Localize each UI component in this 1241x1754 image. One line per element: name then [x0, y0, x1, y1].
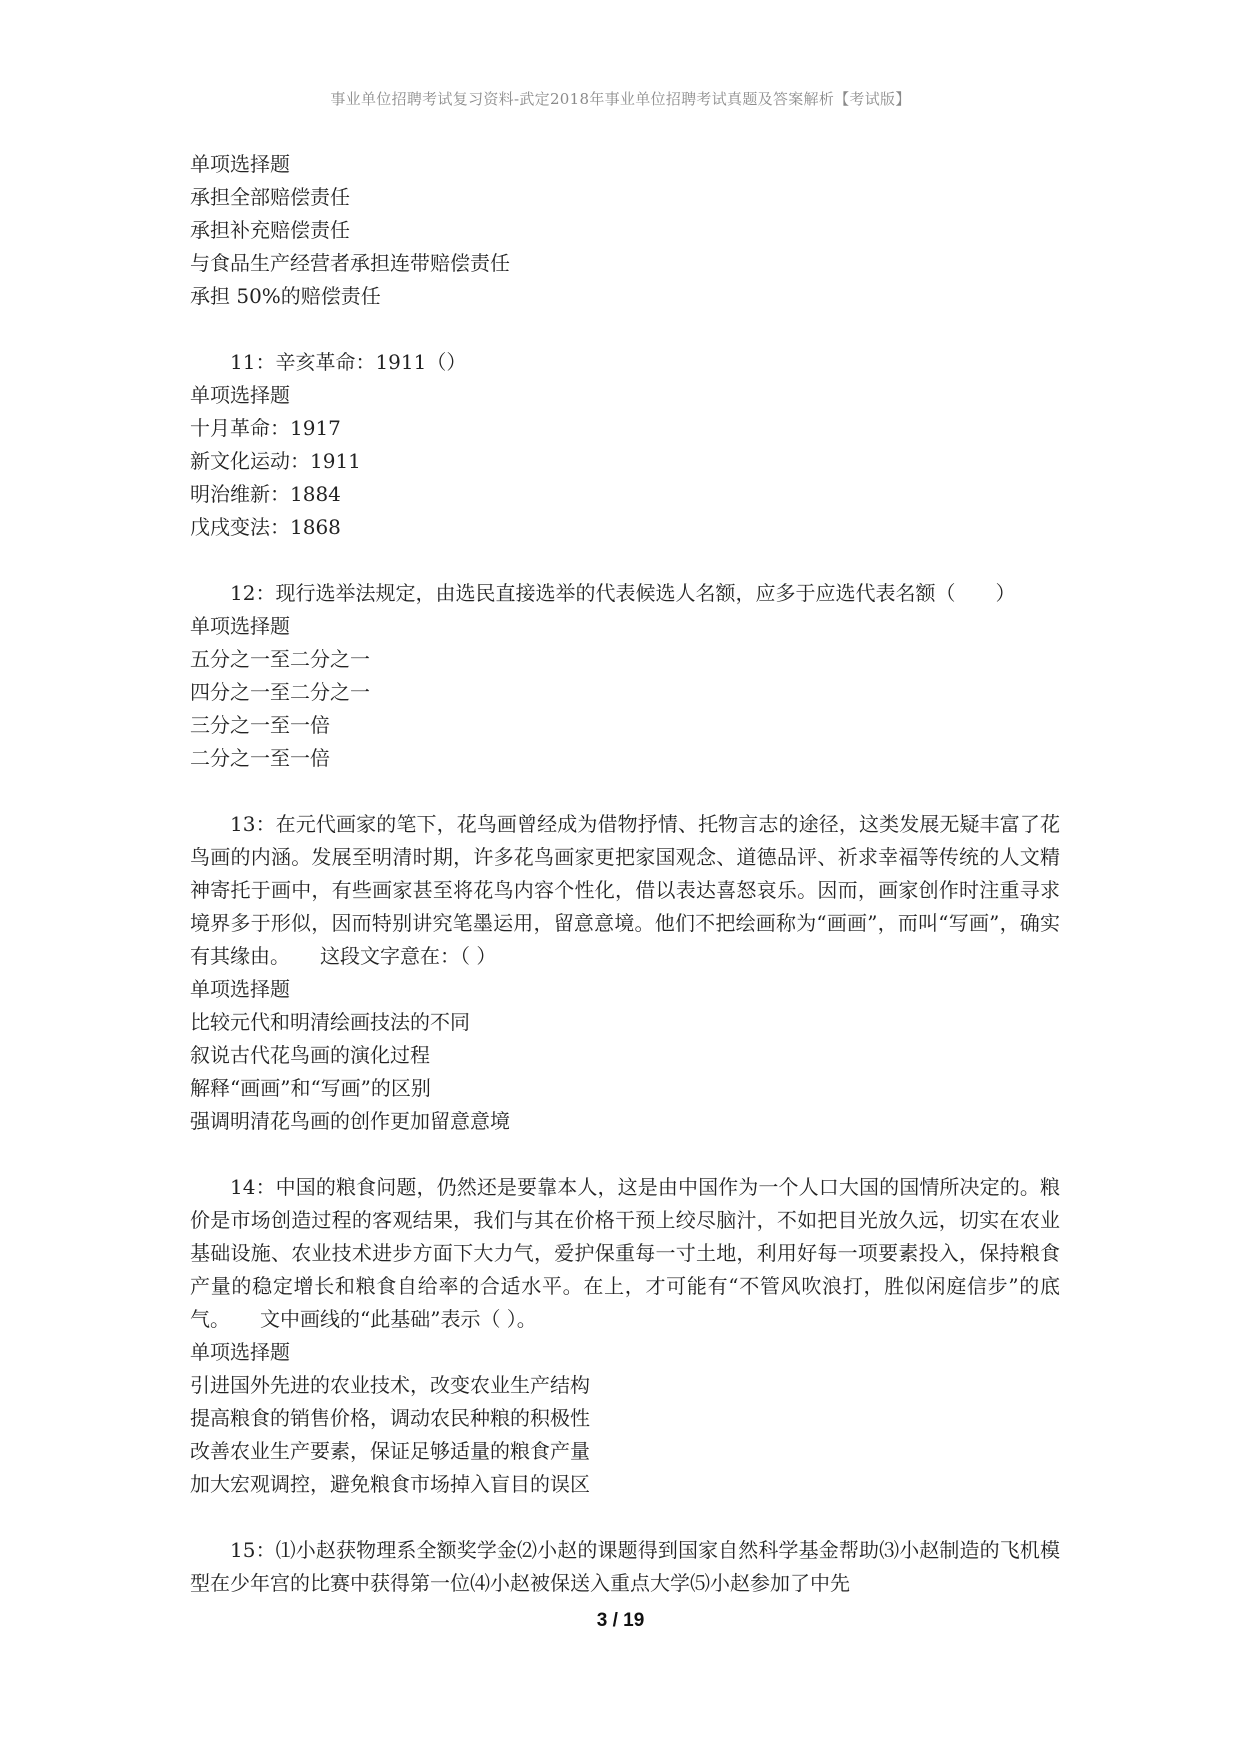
option-c: 三分之一至一倍	[190, 713, 330, 737]
question-stem: 15：⑴小赵获物理系全额奖学金⑵小赵的课题得到国家自然科学基金帮助⑶小赵制造的飞机模型在少年宫的比赛中获得第一位⑷小赵被保送入重点大学⑸小赵参加了中先	[190, 1538, 1060, 1595]
question-type: 单项选择题	[190, 1340, 290, 1364]
option-b: 新文化运动：1911	[190, 449, 361, 473]
question-type: 单项选择题	[190, 383, 290, 407]
option-b: 承担补充赔偿责任	[190, 218, 350, 242]
option-a: 五分之一至二分之一	[190, 647, 370, 671]
question-type: 单项选择题	[190, 977, 290, 1001]
question-10	[190, 148, 1060, 313]
question-stem: 12：现行选举法规定，由选民直接选举的代表候选人名额，应多于应选代表名额（ ）	[230, 581, 1016, 605]
question-14	[190, 1171, 1060, 1501]
option-a: 承担全部赔偿责任	[190, 185, 350, 209]
option-d: 戊戌变法：1868	[190, 515, 341, 539]
option-d: 二分之一至一倍	[190, 746, 330, 770]
question-stem: 14：中国的粮食问题，仍然还是要靠本人，这是由中国作为一个人口大国的国情所决定的。粮价是市场创造过程的客观结果，我们与其在价格干预上绞尽脑汁，不如把目光放久远，切实在农业基础设施、农业技术进步方面下大力气，爱护保重每一寸土地，利用好每一项要素投入，保持粮食产量的稳定增长和粮食自给率的合适水平。在上，才可能有“不管风吹浪打，胜似闲庭信步”的底气。 文中画线的“此基础”表示（ ）。	[190, 1175, 1060, 1331]
option-a: 比较元代和明清绘画技法的不同	[190, 1010, 470, 1034]
document-body	[190, 148, 1060, 1600]
page-number: 3 / 19	[596, 1610, 645, 1631]
option-d: 承担 50%的赔偿责任	[190, 284, 381, 308]
option-a: 引进国外先进的农业技术，改变农业生产结构	[190, 1373, 590, 1397]
option-d: 加大宏观调控，避免粮食市场掉入盲目的误区	[190, 1472, 590, 1496]
question-stem: 13：在元代画家的笔下，花鸟画曾经成为借物抒情、托物言志的途径，这类发展无疑丰富了花鸟画的内涵。发展至明清时期，许多花鸟画家更把家国观念、道德品评、祈求幸福等传统的人文精神寄托于画中，有些画家甚至将花鸟内容个性化，借以表达喜怒哀乐。因而，画家创作时注重寻求境界多于形似，因而特别讲究笔墨运用，留意意境。他们不把绘画称为“画画”，而叫“写画”，确实有其缘由。 这段文字意在：（ ）	[190, 812, 1060, 968]
option-c: 明治维新：1884	[190, 482, 341, 506]
option-b: 四分之一至二分之一	[190, 680, 370, 704]
question-13	[190, 808, 1060, 1138]
option-b: 叙说古代花鸟画的演化过程	[190, 1043, 430, 1067]
question-11	[190, 346, 1060, 544]
option-b: 提高粮食的销售价格，调动农民种粮的积极性	[190, 1406, 590, 1430]
option-c: 解释“画画”和“写画”的区别	[190, 1076, 431, 1100]
option-d: 强调明清花鸟画的创作更加留意意境	[190, 1109, 510, 1133]
option-a: 十月革命：1917	[190, 416, 341, 440]
page-header: 事业单位招聘考试复习资料-武定2018年事业单位招聘考试真题及答案解析【考试版】	[330, 90, 911, 108]
question-15	[190, 1534, 1060, 1600]
question-type: 单项选择题	[190, 152, 290, 176]
question-type: 单项选择题	[190, 614, 290, 638]
question-12	[190, 577, 1060, 775]
option-c: 与食品生产经营者承担连带赔偿责任	[190, 251, 510, 275]
option-c: 改善农业生产要素，保证足够适量的粮食产量	[190, 1439, 590, 1463]
question-stem: 11：辛亥革命：1911（）	[230, 350, 467, 374]
